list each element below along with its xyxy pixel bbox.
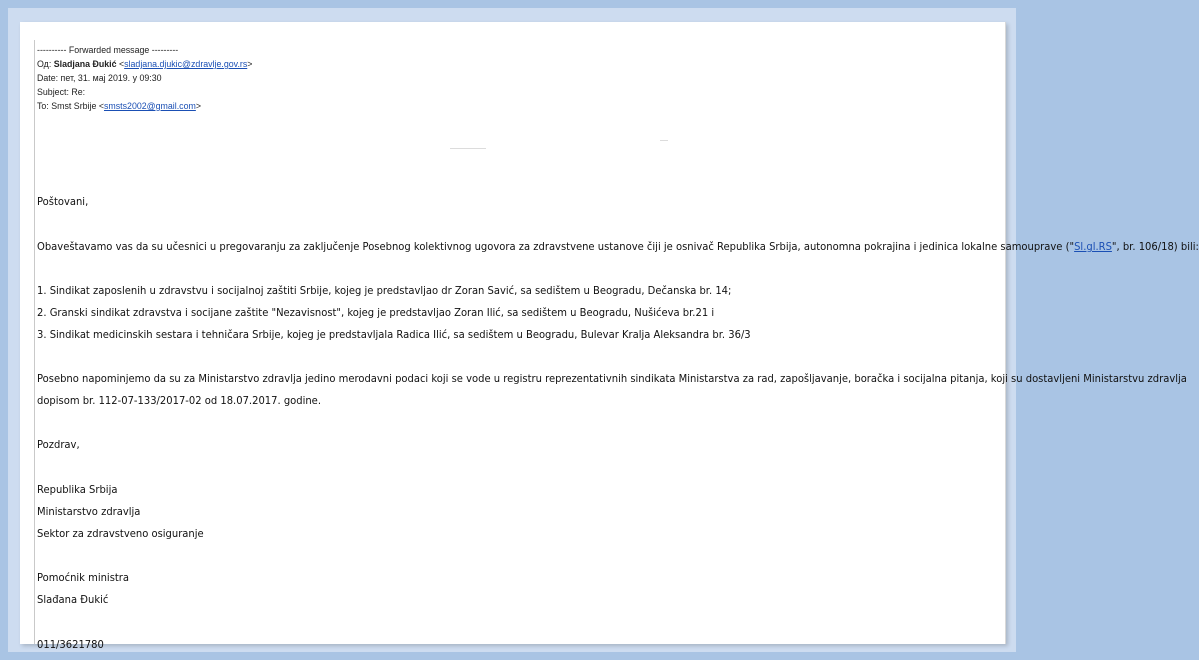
subject-label: Subject: xyxy=(37,87,69,98)
from-label: Од: xyxy=(37,59,52,70)
from-row: Од: Sladjana Đukić <sladjana.djukic@zdravlje.gov.rs> xyxy=(37,59,253,70)
note-line: dopisom br. 112-07-133/2017-02 od 18.07.2017. godine. xyxy=(37,395,321,407)
to-label: To: xyxy=(37,101,49,112)
subject-value: Re: xyxy=(71,87,86,98)
forwarded-header xyxy=(37,44,252,114)
signature-line: Sektor za zdravstveno osiguranje xyxy=(37,528,204,540)
list-item: 2. Granski sindikat zdravstva i socijane zaštite "Nezavisnost", kojeg je predstavljao Zoran Ilić, sa sedištem u Beogradu, Nušićeva br.21 i xyxy=(37,307,715,319)
note-line: Posebno napominjemo da su za Ministarstvo zdravlja jedino merodavni podaci koji se vode u registru reprezentativnih sindikata Ministarstva za rad, zapošljavanje, boračka i socijalna pitanja, koji su dostavljeni Ministarstvu zdravlja xyxy=(37,373,1187,385)
date-row xyxy=(37,72,252,86)
signer-title: Pomoćnik ministra xyxy=(37,572,130,584)
intro-paragraph xyxy=(37,241,1199,253)
closing: Pozdrav, xyxy=(37,439,80,451)
list-item: 3. Sindikat medicinskih sestara i tehničara Srbije, kojeg je predstavljala Radica Ilić, sa sedištem u Beogradu, Bulevar Kralja Aleksandra br. 36/3 xyxy=(37,329,751,341)
phone-number: 011/3621780 xyxy=(37,639,104,651)
forwarded-separator: ---------- Forwarded message --------- xyxy=(37,45,179,56)
signature-line: Republika Srbija xyxy=(37,484,118,496)
scan-artifact xyxy=(450,148,486,149)
to-email-link[interactable]: smsts2002@gmail.com xyxy=(103,101,196,112)
left-rule xyxy=(34,40,35,644)
intro-text: Obaveštavamo vas da su učesnici u pregovaranju za zaključenje Posebnog kolektivnog ugovora za zdravstvene ustanove čiji je osnivač Republika Srbija, autonomna pokrajina i jedinica lokalne samouprave (" xyxy=(37,241,1075,253)
to-name: Smst Srbije xyxy=(51,101,97,112)
to-row: To: Smst Srbije <smsts2002@gmail.com> xyxy=(37,101,202,112)
list-item: 1. Sindikat zaposlenih u zdravstvu i socijalnoj zaštiti Srbije, kojeg je predstavljao dr Zoran Savić, sa sedištem u Beogradu, Dečanska br. 14; xyxy=(37,285,732,297)
greeting: Poštovani, xyxy=(37,196,89,208)
from-name: Sladjana Đukić xyxy=(53,59,117,70)
screenshot-frame xyxy=(8,8,1199,652)
subject-row xyxy=(37,86,252,100)
date-label: Date: xyxy=(37,73,59,84)
email-page xyxy=(20,22,1199,651)
scan-artifact xyxy=(660,140,668,141)
signer-name: Slađana Đukić xyxy=(37,594,109,606)
from-email-link[interactable]: sladjana.djukic@zdravlje.gov.rs xyxy=(124,59,248,70)
date-value: пет, 31. мај 2019. у 09:30 xyxy=(60,73,162,84)
gazette-link[interactable]: Sl.gl.RS xyxy=(1074,241,1112,253)
intro-text-end: ", br. 106/18) bili: xyxy=(1111,241,1199,253)
signature-line: Ministarstvo zdravlja xyxy=(37,506,141,518)
